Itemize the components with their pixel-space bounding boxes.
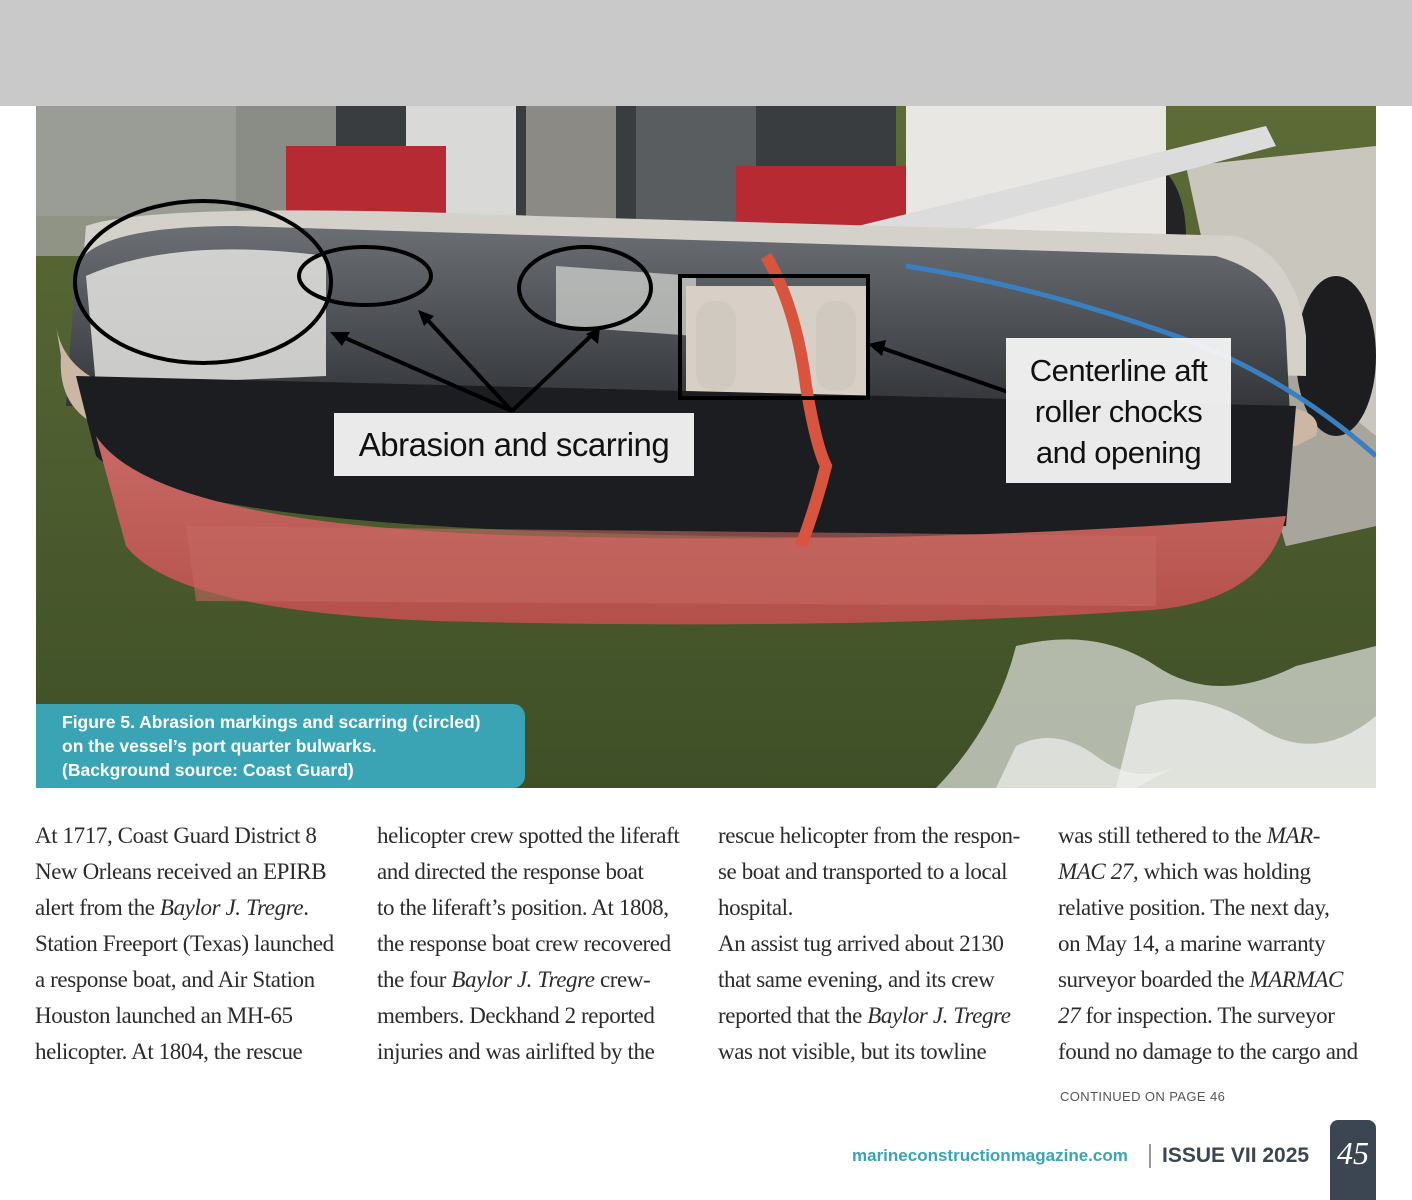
caption-line: on the vessel’s port quarter bulwarks. (62, 736, 377, 756)
text-line (377, 854, 697, 890)
text-line (1058, 962, 1378, 998)
text-run: on May 14, a marine warranty (1058, 931, 1326, 956)
text-line (35, 926, 355, 962)
text-line (377, 1034, 697, 1070)
text-line (718, 890, 1038, 926)
text-column-3 (718, 818, 1038, 1070)
text-line (718, 854, 1038, 890)
vessel-name: MARMAC (1249, 967, 1343, 992)
vessel-name: 27 (1058, 1003, 1081, 1028)
text-column-1 (35, 818, 355, 1070)
vessel-name: Baylor J. Tregre (451, 967, 595, 992)
text-run: alert from the (35, 895, 160, 920)
text-line (35, 890, 355, 926)
centerline-label-line: roller chocks (1034, 394, 1203, 429)
text-line (35, 1034, 355, 1070)
text-line (1058, 998, 1378, 1034)
figure-caption (36, 704, 525, 788)
article-body (35, 818, 1380, 1070)
footer-issue: ISSUE VII 2025 (1162, 1144, 1310, 1167)
text-line (377, 998, 697, 1034)
text-run: crew- (594, 967, 651, 992)
text-run: rescue helicopter from the respon- (718, 823, 1020, 848)
vessel-name: Baylor J. Tregre (867, 1003, 1011, 1028)
footer-divider (1149, 1144, 1151, 1168)
text-run: was still tethered to the (1058, 823, 1267, 848)
text-run: . (303, 895, 309, 920)
text-run: to the liferaft’s position. At 1808, (377, 895, 669, 920)
text-line (718, 926, 1038, 962)
text-run: members. Deckhand 2 reported (377, 1003, 655, 1028)
caption-line: Figure 5. Abrasion markings and scarring (circled) (62, 712, 481, 732)
text-line (1058, 890, 1378, 926)
text-run: An assist tug arrived about 2130 (718, 931, 1004, 956)
text-line (35, 962, 355, 998)
text-line (718, 818, 1038, 854)
text-line (35, 818, 355, 854)
text-run: found no damage to the cargo and (1058, 1039, 1358, 1064)
top-gray-band (0, 0, 1412, 106)
text-column-2 (377, 818, 697, 1070)
text-line (718, 962, 1038, 998)
text-line (377, 818, 697, 854)
centerline-label-line: and opening (1035, 435, 1202, 470)
text-run: was not visible, but its towline (718, 1039, 987, 1064)
text-run: surveyor boarded the (1058, 967, 1250, 992)
centerline-label (1006, 338, 1231, 483)
text-run: for inspection. The surveyor (1080, 1003, 1335, 1028)
text-run: that same evening, and its crew (718, 967, 995, 992)
vessel-name: MAR- (1266, 823, 1321, 848)
text-run: Station Freeport (Texas) launched (35, 931, 334, 956)
text-run: reported that the (718, 1003, 868, 1028)
text-line (718, 1034, 1038, 1070)
text-line (1058, 1034, 1378, 1070)
text-run: relative position. The next day, (1058, 895, 1330, 920)
text-run: the four (377, 967, 452, 992)
text-run: At 1717, Coast Guard District 8 (35, 823, 317, 848)
text-run: Houston launched an MH-65 (35, 1003, 293, 1028)
continued-note: CONTINUED ON PAGE 46 (1060, 1089, 1226, 1104)
text-line (35, 998, 355, 1034)
figure-photo (36, 106, 1376, 788)
text-column-4 (1058, 818, 1378, 1070)
text-line (1058, 854, 1378, 890)
page-number: 45 (1337, 1135, 1369, 1171)
text-line (377, 962, 697, 998)
vessel-name: Baylor J. Tregre (159, 895, 304, 920)
abrasion-label: Abrasion and scarring (334, 413, 694, 476)
vessel-name: MAC 27, (1058, 859, 1139, 884)
text-run: and directed the response boat (377, 859, 644, 884)
text-run: a response boat, and Air Station (35, 967, 315, 992)
text-line (1058, 926, 1378, 962)
centerline-label-line: Centerline aft (1029, 353, 1208, 388)
text-line (377, 890, 697, 926)
page-number-tab (1330, 1120, 1376, 1200)
text-run: se boat and transported to a local (718, 859, 1008, 884)
text-line (718, 998, 1038, 1034)
caption-line: (Background source: Coast Guard) (62, 760, 354, 780)
text-line (1058, 818, 1378, 854)
text-line (35, 854, 355, 890)
text-run: injuries and was airlifted by the (377, 1039, 655, 1064)
text-run: hospital. (718, 895, 793, 920)
text-run: New Orleans received an EPIRB (35, 859, 327, 884)
text-run: helicopter. At 1804, the rescue (35, 1039, 303, 1064)
text-run: helicopter crew spotted the liferaft (377, 823, 680, 848)
footer-website-link[interactable]: marineconstructionmagazine.com (852, 1146, 1128, 1165)
text-run: which was holding (1138, 859, 1311, 884)
text-run: the response boat crew recovered (377, 931, 671, 956)
text-line (377, 926, 697, 962)
